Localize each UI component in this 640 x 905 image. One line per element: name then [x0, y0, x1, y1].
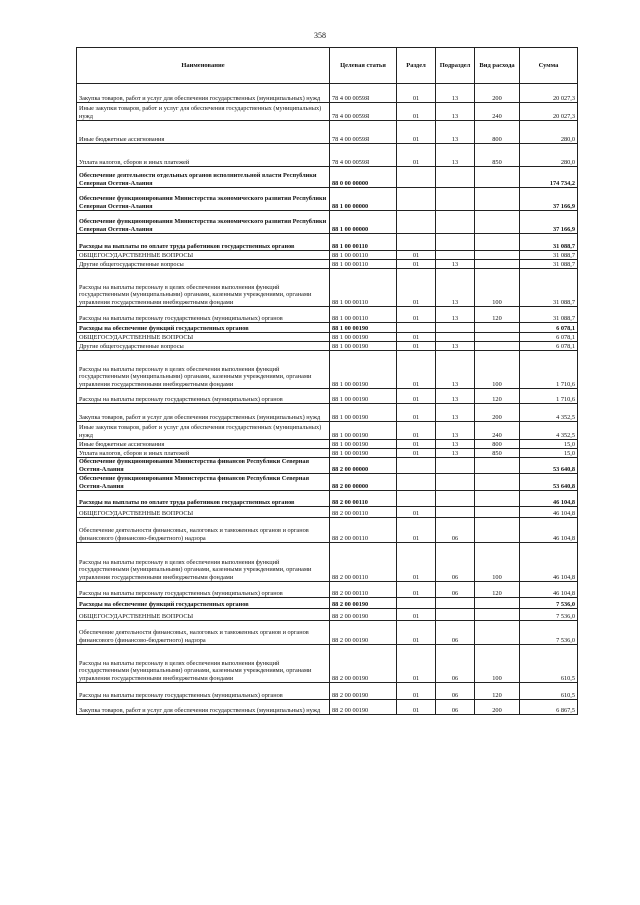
cell-kind: [475, 458, 520, 474]
cell-subsection: 13: [436, 342, 475, 351]
table-row: [77, 333, 578, 342]
cell-sum: 280,0: [520, 121, 578, 144]
cell-code: 88 2 00 00190: [330, 645, 397, 683]
cell-name: Уплата налогов, сборов и иных платежей: [77, 144, 330, 167]
cell-name: Расходы на выплаты персоналу в целях обеспечения выполнения функций государственными (муниципальными) органами, казенными учреждениями, органами управления государственными внебюджетными фондами: [77, 645, 330, 683]
cell-sum: 174 734,2: [520, 167, 578, 188]
cell-sum: 20 027,3: [520, 103, 578, 121]
cell-subsection: 06: [436, 645, 475, 683]
cell-subsection: [436, 167, 475, 188]
cell-code: 78 4 00 0059Я: [330, 144, 397, 167]
cell-section: 01: [397, 144, 436, 167]
cell-section: [397, 234, 436, 251]
cell-sum: 1 710,6: [520, 389, 578, 404]
cell-name: Иные закупки товаров, работ и услуг для обеспечения государственных (муниципальных) нужд: [77, 103, 330, 121]
cell-section: 01: [397, 700, 436, 715]
table-body: [77, 84, 578, 715]
cell-sum: 15,0: [520, 440, 578, 449]
cell-kind: [475, 474, 520, 491]
budget-table: [76, 47, 578, 715]
table-row: [77, 598, 578, 609]
table-row: [77, 507, 578, 518]
cell-subsection: 13: [436, 422, 475, 440]
cell-section: 01: [397, 449, 436, 458]
table-row: [77, 582, 578, 598]
cell-sum: 53 640,8: [520, 474, 578, 491]
cell-kind: [475, 342, 520, 351]
cell-code: 88 1 00 00190: [330, 404, 397, 422]
cell-subsection: [436, 491, 475, 507]
cell-subsection: 06: [436, 582, 475, 598]
cell-section: 01: [397, 507, 436, 518]
cell-kind: 120: [475, 307, 520, 323]
cell-subsection: [436, 211, 475, 234]
cell-kind: 850: [475, 144, 520, 167]
cell-name: Закупка товаров, работ и услуг для обеспечения государственных (муниципальных) нужд: [77, 84, 330, 103]
cell-code: 88 2 00 00190: [330, 598, 397, 609]
cell-kind: [475, 188, 520, 211]
cell-section: 01: [397, 333, 436, 342]
cell-subsection: [436, 251, 475, 260]
cell-name: Иные бюджетные ассигнования: [77, 440, 330, 449]
cell-section: [397, 188, 436, 211]
cell-kind: [475, 211, 520, 234]
cell-section: [397, 211, 436, 234]
cell-subsection: 13: [436, 440, 475, 449]
cell-code: 88 1 00 00110: [330, 307, 397, 323]
cell-sum: 37 166,9: [520, 188, 578, 211]
cell-section: 01: [397, 440, 436, 449]
cell-sum: 1 710,6: [520, 351, 578, 389]
table-row: [77, 645, 578, 683]
table-row: [77, 211, 578, 234]
cell-kind: [475, 518, 520, 543]
cell-code: 88 2 00 00000: [330, 458, 397, 474]
cell-sum: 280,0: [520, 144, 578, 167]
cell-kind: 200: [475, 700, 520, 715]
cell-section: 01: [397, 609, 436, 621]
cell-name: Расходы на выплаты персоналу государственных (муниципальных) органов: [77, 582, 330, 598]
cell-code: 88 1 00 00190: [330, 389, 397, 404]
cell-code: 88 0 00 00000: [330, 167, 397, 188]
cell-section: 01: [397, 645, 436, 683]
cell-sum: 7 536,0: [520, 621, 578, 645]
cell-subsection: 06: [436, 518, 475, 543]
cell-kind: 240: [475, 103, 520, 121]
cell-subsection: 13: [436, 307, 475, 323]
table-row: [77, 121, 578, 144]
cell-sum: 46 104,8: [520, 582, 578, 598]
cell-name: ОБЩЕГОСУДАРСТВЕННЫЕ ВОПРОСЫ: [77, 609, 330, 621]
cell-code: 88 2 00 00110: [330, 507, 397, 518]
cell-name: Обеспечение деятельности финансовых, налоговых и таможенных органов и органов финансового (финансово-бюджетного) надзора: [77, 518, 330, 543]
cell-subsection: 13: [436, 404, 475, 422]
cell-section: 01: [397, 260, 436, 269]
cell-sum: 46 104,8: [520, 518, 578, 543]
cell-kind: 800: [475, 440, 520, 449]
cell-sum: 6 867,5: [520, 700, 578, 715]
cell-subsection: [436, 609, 475, 621]
cell-name: Расходы на обеспечение функций государственных органов: [77, 598, 330, 609]
header-name: Наименование: [77, 48, 330, 84]
cell-subsection: 13: [436, 103, 475, 121]
cell-subsection: [436, 323, 475, 333]
cell-kind: [475, 621, 520, 645]
cell-code: 88 1 00 00190: [330, 449, 397, 458]
cell-name: Обеспечение функционирования Министерства экономического развития Республики Северная Осетия-Алания: [77, 211, 330, 234]
table-row: [77, 491, 578, 507]
cell-code: 88 1 00 00190: [330, 351, 397, 389]
cell-code: 88 2 00 00190: [330, 609, 397, 621]
cell-code: 78 4 00 0059Я: [330, 84, 397, 103]
cell-sum: 7 536,0: [520, 609, 578, 621]
cell-kind: 120: [475, 582, 520, 598]
cell-sum: 7 536,0: [520, 598, 578, 609]
cell-code: 78 4 00 0059Я: [330, 121, 397, 144]
cell-section: 01: [397, 269, 436, 307]
cell-name: Расходы на выплаты персоналу в целях обеспечения выполнения функций государственными (муниципальными) органами, казенными учреждениями, органами управления государственными внебюджетными фондами: [77, 543, 330, 582]
header-code: Целевая статья: [330, 48, 397, 84]
cell-section: [397, 458, 436, 474]
table-row: [77, 449, 578, 458]
cell-section: 01: [397, 518, 436, 543]
cell-kind: 100: [475, 543, 520, 582]
cell-name: Иные закупки товаров, работ и услуг для обеспечения государственных (муниципальных) нужд: [77, 422, 330, 440]
header-sum: Сумма: [520, 48, 578, 84]
cell-kind: [475, 598, 520, 609]
cell-subsection: 13: [436, 84, 475, 103]
cell-kind: 200: [475, 404, 520, 422]
header-subsection: Подраздел: [436, 48, 475, 84]
cell-section: 01: [397, 422, 436, 440]
cell-section: [397, 598, 436, 609]
cell-subsection: 06: [436, 621, 475, 645]
table-row: [77, 234, 578, 251]
cell-section: 01: [397, 582, 436, 598]
cell-sum: 610,5: [520, 683, 578, 700]
table-row: [77, 269, 578, 307]
cell-name: Иные бюджетные ассигнования: [77, 121, 330, 144]
cell-subsection: [436, 507, 475, 518]
cell-name: ОБЩЕГОСУДАРСТВЕННЫЕ ВОПРОСЫ: [77, 251, 330, 260]
table-row: [77, 683, 578, 700]
cell-name: Уплата налогов, сборов и иных платежей: [77, 449, 330, 458]
cell-name: Обеспечение функционирования Министерства экономического развития Республики Северная Осетия-Алания: [77, 188, 330, 211]
cell-subsection: 06: [436, 700, 475, 715]
cell-name: Расходы на выплаты персоналу в целях обеспечения выполнения функций государственными (муниципальными) органами, казенными учреждениями, органами управления государственными внебюджетными фондами: [77, 351, 330, 389]
cell-code: 88 1 00 00190: [330, 333, 397, 342]
cell-kind: 240: [475, 422, 520, 440]
cell-section: 01: [397, 351, 436, 389]
cell-code: 88 1 00 00000: [330, 211, 397, 234]
cell-name: Расходы на выплаты персоналу государственных (муниципальных) органов: [77, 389, 330, 404]
cell-code: 88 1 00 00190: [330, 422, 397, 440]
cell-name: Обеспечение функционирования Министерства финансов Республики Северная Осетия-Алания: [77, 474, 330, 491]
cell-name: Другие общегосударственные вопросы: [77, 260, 330, 269]
table-row: [77, 103, 578, 121]
cell-code: 88 2 00 00190: [330, 621, 397, 645]
cell-sum: 31 088,7: [520, 234, 578, 251]
cell-code: 88 2 00 00110: [330, 582, 397, 598]
cell-name: Расходы на выплаты персоналу государственных (муниципальных) органов: [77, 307, 330, 323]
cell-code: 88 2 00 00110: [330, 491, 397, 507]
cell-subsection: 13: [436, 449, 475, 458]
cell-section: [397, 323, 436, 333]
cell-kind: [475, 333, 520, 342]
cell-code: 88 2 00 00000: [330, 474, 397, 491]
cell-sum: 6 078,1: [520, 323, 578, 333]
cell-sum: 6 078,1: [520, 333, 578, 342]
cell-section: [397, 491, 436, 507]
cell-code: 88 2 00 00110: [330, 518, 397, 543]
cell-section: [397, 474, 436, 491]
cell-section: 01: [397, 543, 436, 582]
cell-name: Закупка товаров, работ и услуг для обеспечения государственных (муниципальных) нужд: [77, 404, 330, 422]
table-row: [77, 351, 578, 389]
cell-sum: 46 104,8: [520, 507, 578, 518]
table-row: [77, 518, 578, 543]
cell-section: 01: [397, 404, 436, 422]
cell-sum: 31 088,7: [520, 251, 578, 260]
cell-code: 88 1 00 00110: [330, 234, 397, 251]
cell-subsection: [436, 234, 475, 251]
cell-sum: 37 166,9: [520, 211, 578, 234]
cell-name: Другие общегосударственные вопросы: [77, 342, 330, 351]
cell-kind: 800: [475, 121, 520, 144]
cell-section: 01: [397, 103, 436, 121]
table-row: [77, 167, 578, 188]
cell-kind: [475, 167, 520, 188]
cell-kind: [475, 323, 520, 333]
cell-subsection: 06: [436, 543, 475, 582]
cell-kind: 200: [475, 84, 520, 103]
table-row: [77, 342, 578, 351]
cell-code: 78 4 00 0059Я: [330, 103, 397, 121]
cell-subsection: 13: [436, 260, 475, 269]
table-row: [77, 260, 578, 269]
cell-code: 88 2 00 00190: [330, 700, 397, 715]
table-row: [77, 389, 578, 404]
table-row: [77, 307, 578, 323]
table-row: [77, 700, 578, 715]
cell-section: 01: [397, 251, 436, 260]
cell-subsection: [436, 188, 475, 211]
cell-code: 88 1 00 00110: [330, 260, 397, 269]
cell-name: Расходы на выплаты по оплате труда работников государственных органов: [77, 491, 330, 507]
table-row: [77, 144, 578, 167]
cell-subsection: [436, 458, 475, 474]
cell-code: 88 1 00 00190: [330, 440, 397, 449]
cell-kind: [475, 251, 520, 260]
cell-name: Обеспечение деятельности отдельных органов исполнительной власти Республики Северная Осетия-Алания: [77, 167, 330, 188]
cell-section: 01: [397, 683, 436, 700]
cell-code: 88 1 00 00000: [330, 188, 397, 211]
cell-subsection: 13: [436, 269, 475, 307]
cell-kind: [475, 507, 520, 518]
cell-kind: [475, 260, 520, 269]
cell-code: 88 2 00 00110: [330, 543, 397, 582]
cell-sum: 15,0: [520, 449, 578, 458]
cell-name: Расходы на обеспечение функций государственных органов: [77, 323, 330, 333]
cell-code: 88 1 00 00190: [330, 323, 397, 333]
table-row: [77, 188, 578, 211]
cell-subsection: 13: [436, 389, 475, 404]
table-row: [77, 609, 578, 621]
cell-subsection: [436, 474, 475, 491]
cell-sum: 6 078,1: [520, 342, 578, 351]
table-row: [77, 621, 578, 645]
cell-kind: [475, 491, 520, 507]
cell-sum: 31 088,7: [520, 307, 578, 323]
cell-section: 01: [397, 342, 436, 351]
table-row: [77, 84, 578, 103]
cell-code: 88 1 00 00190: [330, 342, 397, 351]
cell-subsection: 06: [436, 683, 475, 700]
cell-section: 01: [397, 84, 436, 103]
cell-name: Обеспечение функционирования Министерства финансов Республики Северная Осетия-Алания: [77, 458, 330, 474]
header-section: Раздел: [397, 48, 436, 84]
cell-name: Расходы на выплаты по оплате труда работников государственных органов: [77, 234, 330, 251]
cell-code: 88 1 00 00110: [330, 251, 397, 260]
cell-section: 01: [397, 621, 436, 645]
cell-section: [397, 167, 436, 188]
cell-section: 01: [397, 307, 436, 323]
table-row: [77, 422, 578, 440]
cell-subsection: 13: [436, 121, 475, 144]
cell-name: Расходы на выплаты персоналу государственных (муниципальных) органов: [77, 683, 330, 700]
cell-name: Закупка товаров, работ и услуг для обеспечения государственных (муниципальных) нужд: [77, 700, 330, 715]
cell-subsection: [436, 598, 475, 609]
cell-name: Обеспечение деятельности финансовых, налоговых и таможенных органов и органов финансового (финансово-бюджетного) надзора: [77, 621, 330, 645]
cell-sum: 4 352,5: [520, 422, 578, 440]
cell-sum: 46 104,8: [520, 543, 578, 582]
cell-sum: 46 104,8: [520, 491, 578, 507]
cell-sum: 31 088,7: [520, 269, 578, 307]
header-kind: Вид расхода: [475, 48, 520, 84]
cell-name: ОБЩЕГОСУДАРСТВЕННЫЕ ВОПРОСЫ: [77, 333, 330, 342]
page-number: 358: [314, 31, 326, 40]
cell-kind: 120: [475, 683, 520, 700]
cell-kind: 100: [475, 351, 520, 389]
cell-subsection: 13: [436, 144, 475, 167]
cell-kind: [475, 609, 520, 621]
table-row: [77, 543, 578, 582]
cell-code: 88 1 00 00110: [330, 269, 397, 307]
cell-kind: [475, 234, 520, 251]
cell-name: Расходы на выплаты персоналу в целях обеспечения выполнения функций государственными (муниципальными) органами, казенными учреждениями, органами управления государственными внебюджетными фондами: [77, 269, 330, 307]
cell-kind: 100: [475, 645, 520, 683]
cell-section: 01: [397, 121, 436, 144]
cell-section: 01: [397, 389, 436, 404]
table-row: [77, 251, 578, 260]
table-row: [77, 458, 578, 474]
table-row: [77, 323, 578, 333]
cell-kind: 100: [475, 269, 520, 307]
cell-sum: 610,5: [520, 645, 578, 683]
cell-kind: 850: [475, 449, 520, 458]
cell-code: 88 2 00 00190: [330, 683, 397, 700]
table-header-row: [77, 48, 578, 84]
cell-name: ОБЩЕГОСУДАРСТВЕННЫЕ ВОПРОСЫ: [77, 507, 330, 518]
table-row: [77, 474, 578, 491]
cell-sum: 20 027,3: [520, 84, 578, 103]
cell-kind: 120: [475, 389, 520, 404]
cell-subsection: 13: [436, 351, 475, 389]
cell-sum: 53 640,8: [520, 458, 578, 474]
table-row: [77, 404, 578, 422]
cell-sum: 31 088,7: [520, 260, 578, 269]
table-row: [77, 440, 578, 449]
cell-sum: 4 352,5: [520, 404, 578, 422]
cell-subsection: [436, 333, 475, 342]
